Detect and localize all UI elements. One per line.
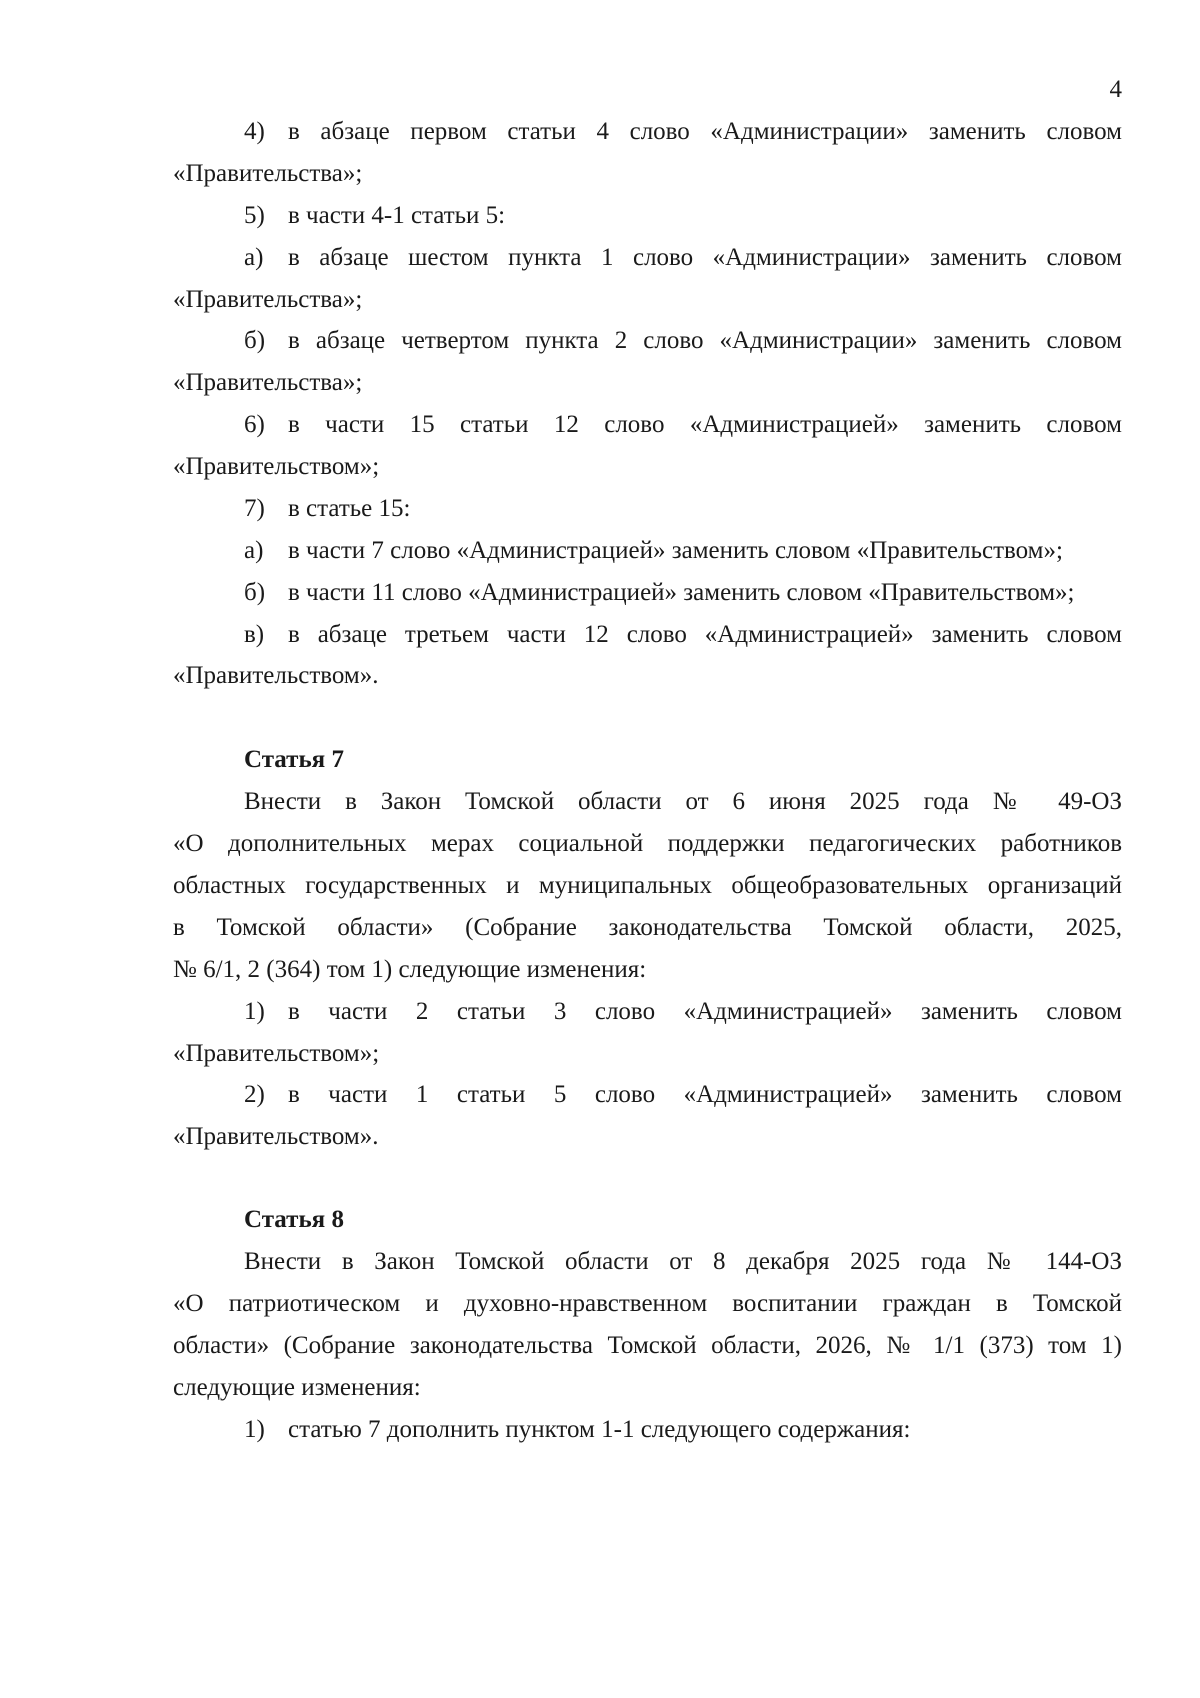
paragraph-line: статью 7 дополнить пунктом 1-1 следующего содержания:	[288, 1416, 911, 1443]
paragraph-line: Внести в Закон Томской области от 6 июня 2025 года № 49-ОЗ	[244, 788, 1122, 815]
item-number: 1)	[244, 1416, 265, 1443]
paragraph-line: в части 2 статьи 3 слово «Администрацией» заменить словом	[288, 998, 1122, 1025]
paragraph-line: «Правительством».	[173, 1123, 379, 1150]
paragraph-line: в абзаце третьем части 12 слово «Администрацией» заменить словом	[288, 621, 1122, 648]
paragraph-line: «О дополнительных мерах социальной поддержки педагогических работников	[173, 830, 1122, 857]
paragraph-line: «Правительством»;	[173, 1040, 380, 1067]
paragraph-line: «Правительства»;	[173, 369, 363, 396]
article-heading: Статья 8	[244, 1206, 344, 1233]
item-number: 5)	[244, 202, 265, 229]
paragraph-line: области» (Собрание законодательства Томской области, 2026, № 1/1 (373) том 1)	[173, 1332, 1122, 1359]
paragraph-line: в части 4-1 статьи 5:	[288, 202, 506, 229]
paragraph-line: «О патриотическом и духовно-нравственном воспитании граждан в Томской	[173, 1290, 1122, 1317]
item-letter: б)	[244, 327, 266, 354]
item-letter: б)	[244, 579, 266, 606]
item-letter: а)	[244, 244, 264, 271]
paragraph-line: в части 11 слово «Администрацией» заменить словом «Правительством»;	[288, 579, 1075, 606]
paragraph-line: «Правительством»;	[173, 453, 380, 480]
paragraph-line: «Правительства»;	[173, 160, 363, 187]
item-number: 7)	[244, 495, 265, 522]
item-letter: а)	[244, 537, 264, 564]
paragraph-line: в части 7 слово «Администрацией» заменить словом «Правительством»;	[288, 537, 1063, 564]
paragraph-line: в Томской области» (Собрание законодательства Томской области, 2025,	[173, 914, 1122, 941]
paragraph-line: в части 1 статьи 5 слово «Администрацией» заменить словом	[288, 1081, 1122, 1108]
item-number: 1)	[244, 998, 265, 1025]
paragraph-line: «Правительства»;	[173, 286, 363, 313]
paragraph-line: в абзаце первом статьи 4 слово «Администрации» заменить словом	[288, 118, 1122, 145]
item-number: 2)	[244, 1081, 265, 1108]
paragraph-line: областных государственных и муниципальных общеобразовательных организаций	[173, 872, 1122, 899]
paragraph-line: «Правительством».	[173, 662, 379, 689]
paragraph-line: № 6/1, 2 (364) том 1) следующие изменения:	[173, 956, 647, 983]
article-heading: Статья 7	[244, 746, 344, 773]
paragraph-line: в абзаце шестом пункта 1 слово «Администрации» заменить словом	[288, 244, 1122, 271]
page-number: 4	[1109, 76, 1122, 103]
paragraph-line: в абзаце четвертом пункта 2 слово «Администрации» заменить словом	[288, 327, 1122, 354]
paragraph-line: в части 15 статьи 12 слово «Администрацией» заменить словом	[288, 411, 1122, 438]
item-number: 6)	[244, 411, 265, 438]
paragraph-line: Внести в Закон Томской области от 8 декабря 2025 года № 144-ОЗ	[244, 1248, 1122, 1275]
item-letter: в)	[244, 621, 265, 648]
item-number: 4)	[244, 118, 265, 145]
paragraph-line: следующие изменения:	[173, 1374, 421, 1401]
paragraph-line: в статье 15:	[288, 495, 411, 522]
